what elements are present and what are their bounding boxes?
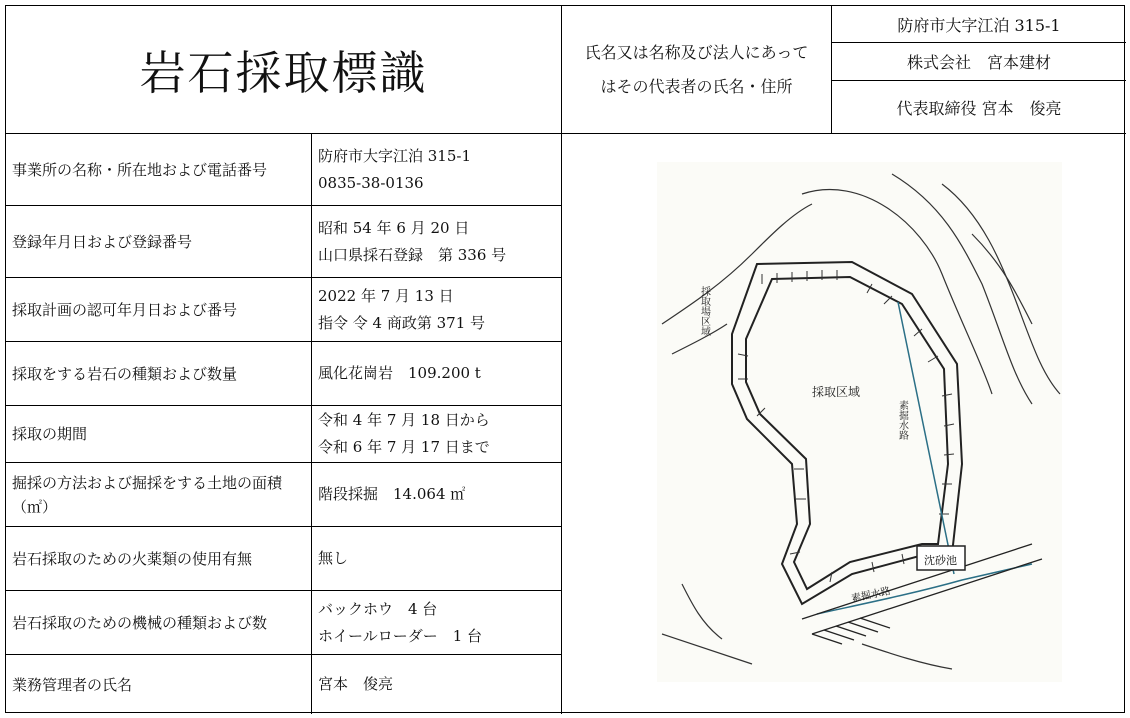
site-map-drawing [562,134,1126,714]
site-map [562,134,1126,714]
row-label: 掘採の方法および掘採をする土地の面積 （㎡） [6,463,312,527]
rock-extraction-sign [5,5,1125,713]
row-value: 2022 年 7 月 13 日 指令 令 4 商政第 371 号 [312,278,562,342]
representative-label-line1: 氏名又は名称及び法人にあって [584,42,809,62]
representative-label [562,6,832,134]
zone-label: 採取区域 [812,385,861,399]
pond-label: 沈砂池 [924,554,957,567]
row-value: 無し [312,527,562,591]
row-value: 風化花崗岩 109.200 t [312,342,562,406]
drain-label: 素掘水路 [896,400,908,440]
representative-label-line2: はその代表者の氏名・住所 [600,76,793,96]
site-label: 採取場区域 [698,286,710,336]
row-label: 採取をする岩石の種類および数量 [6,342,312,406]
representative-address: 防府市大字江泊 315-1 [832,6,1126,43]
row-label: 業務管理者の氏名 [6,655,312,714]
row-label: 岩石採取のための機械の種類および数 [6,591,312,655]
row-label: 採取計画の認可年月日および番号 [6,278,312,342]
representative-company: 株式会社 宮本建材 [832,43,1126,81]
row-label: 採取の期間 [6,406,312,463]
row-label: 登録年月日および登録番号 [6,206,312,278]
sign-title: 岩石採取標識 [6,6,562,134]
row-value: 防府市大字江泊 315-1 0835-38-0136 [312,134,562,206]
row-value: 階段採掘 14.064 ㎡ [312,463,562,527]
row-label: 事業所の名称・所在地および電話番号 [6,134,312,206]
row-value: 宮本 俊亮 [312,655,562,714]
row-label: 岩石採取のための火薬類の使用有無 [6,527,312,591]
drain-label-2: 素掘水路 [850,585,892,605]
row-value: バックホウ 4 台 ホイールローダー 1 台 [312,591,562,655]
row-value: 令和 4 年 7 月 18 日から 令和 6 年 7 月 17 日まで [312,406,562,463]
row-value: 昭和 54 年 6 月 20 日 山口県採石登録 第 336 号 [312,206,562,278]
representative-name: 代表取締役 宮本 俊亮 [832,81,1126,134]
